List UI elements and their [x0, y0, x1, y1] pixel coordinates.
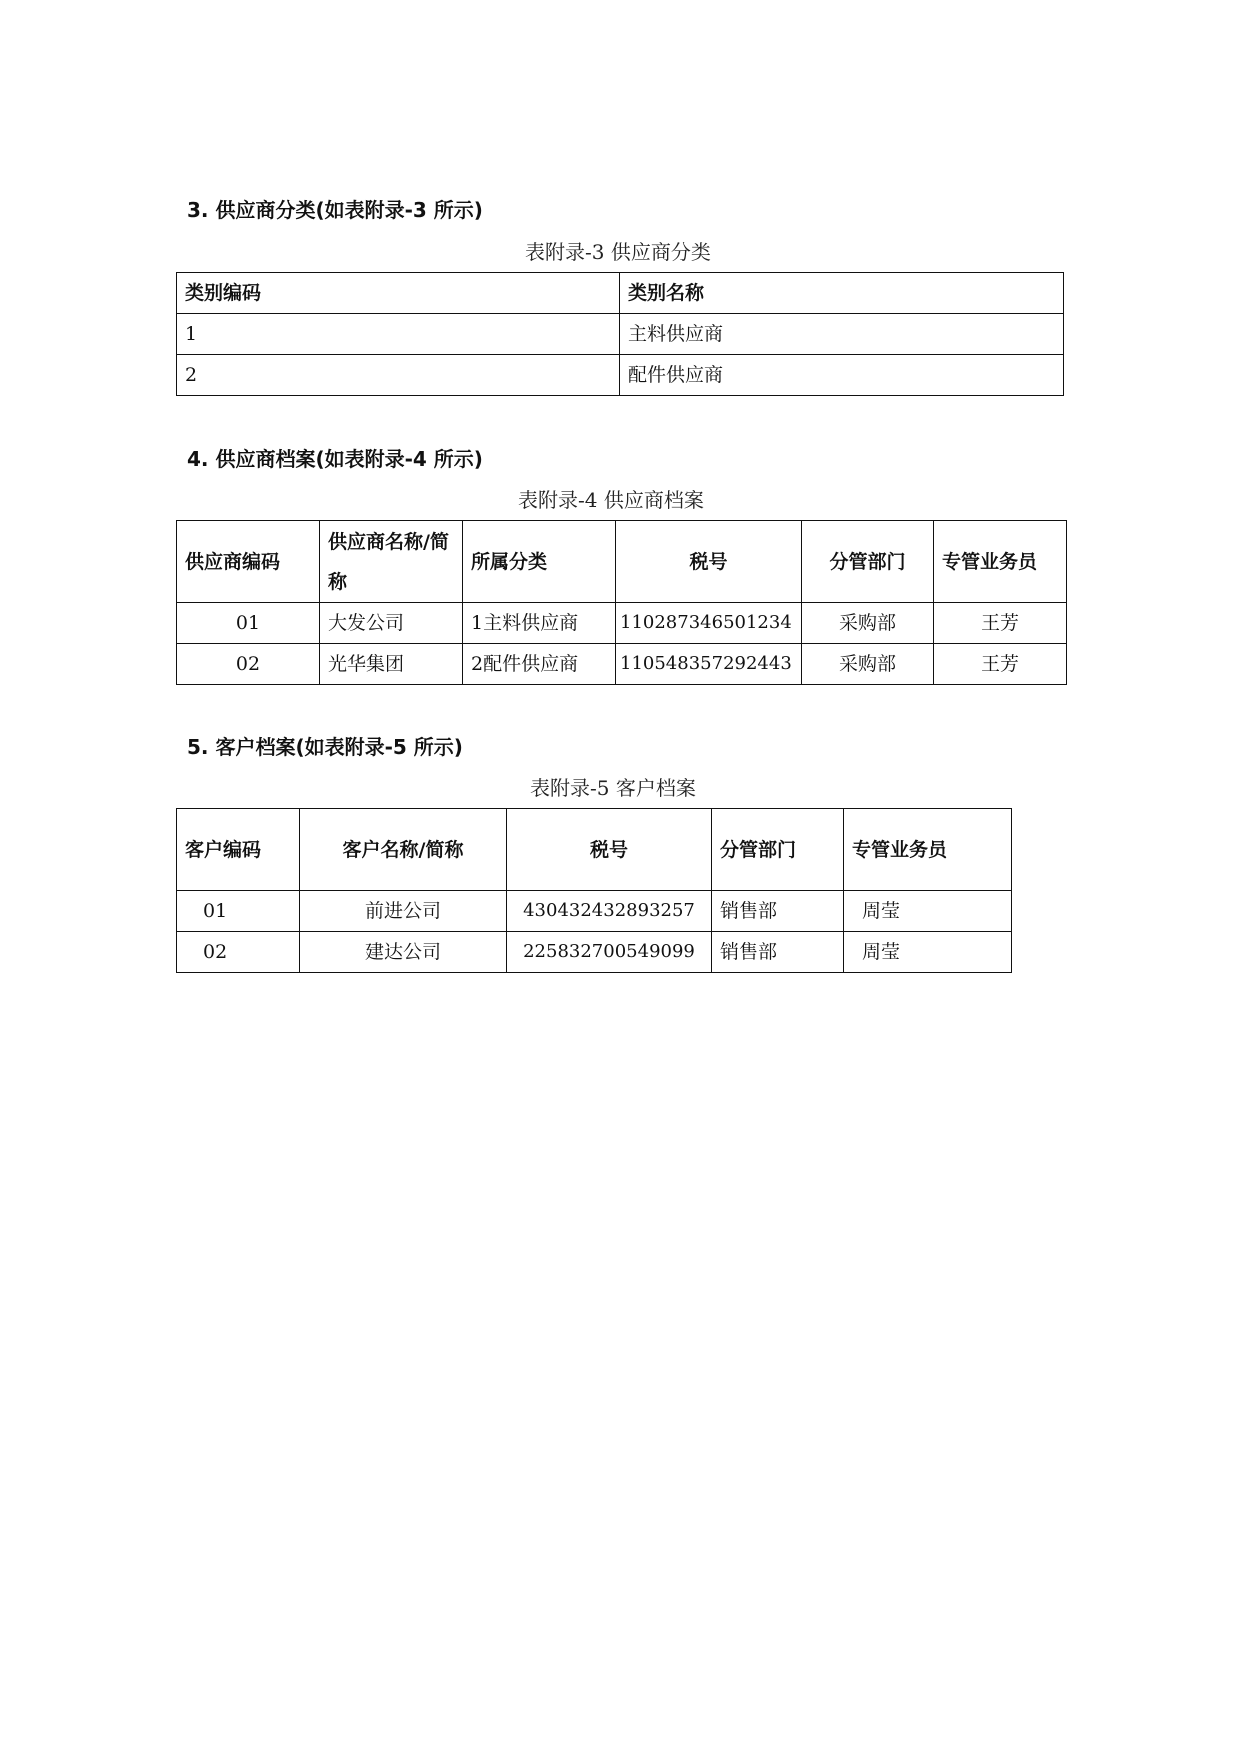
table-cell: 销售部 [712, 891, 844, 932]
table-cell: 2配件供应商 [463, 644, 616, 685]
supplier-category-table [176, 272, 1064, 396]
column-header: 类别名称 [620, 273, 1064, 314]
section-4-heading: 4. 供应商档案(如表附录-4 所示) [187, 447, 483, 471]
supplier-archive-table [176, 520, 1067, 685]
column-header: 客户编码 [177, 809, 300, 891]
table-cell: 2 [177, 355, 620, 396]
column-header: 所属分类 [463, 521, 616, 603]
column-header: 类别编码 [177, 273, 620, 314]
table-4-caption: 表附录-4 供应商档案 [518, 488, 704, 512]
table-cell: 前进公司 [300, 891, 507, 932]
table-cell: 建达公司 [300, 932, 507, 973]
section-3-heading: 3. 供应商分类(如表附录-3 所示) [187, 198, 483, 222]
table-cell: 主料供应商 [620, 314, 1064, 355]
column-header: 客户名称/简称 [300, 809, 507, 891]
table-cell: 光华集团 [320, 644, 463, 685]
column-header: 供应商编码 [177, 521, 320, 603]
table-row [177, 644, 1067, 685]
table-cell: 王芳 [934, 603, 1067, 644]
column-header: 专管业务员 [934, 521, 1067, 603]
table-header-row [177, 809, 1012, 891]
customer-archive-table [176, 808, 1012, 973]
table-row [177, 891, 1012, 932]
table-cell: 王芳 [934, 644, 1067, 685]
table-cell: 配件供应商 [620, 355, 1064, 396]
table-cell: 销售部 [712, 932, 844, 973]
table-row [177, 932, 1012, 973]
table-cell: 1主料供应商 [463, 603, 616, 644]
table-cell: 采购部 [802, 603, 934, 644]
table-row [177, 314, 1064, 355]
table-cell: 01 [177, 891, 300, 932]
table-row [177, 603, 1067, 644]
table-cell: 周莹 [844, 891, 1012, 932]
table-cell: 大发公司 [320, 603, 463, 644]
table-header-row [177, 521, 1067, 603]
table-cell: 周莹 [844, 932, 1012, 973]
column-header: 税号 [507, 809, 712, 891]
column-header: 税号 [616, 521, 802, 603]
table-cell: 采购部 [802, 644, 934, 685]
column-header: 供应商名称/简称 [320, 521, 463, 603]
column-header: 分管部门 [712, 809, 844, 891]
table-cell: 02 [177, 644, 320, 685]
table-cell: 1 [177, 314, 620, 355]
table-cell: 225832700549099 [507, 932, 712, 973]
table-3-caption: 表附录-3 供应商分类 [525, 240, 711, 264]
table-cell: 01 [177, 603, 320, 644]
column-header: 专管业务员 [844, 809, 1012, 891]
table-5-caption: 表附录-5 客户档案 [530, 776, 696, 800]
table-header-row [177, 273, 1064, 314]
section-5-heading: 5. 客户档案(如表附录-5 所示) [187, 735, 463, 759]
table-cell: 02 [177, 932, 300, 973]
table-row [177, 355, 1064, 396]
table-cell: 110287346501234 [616, 603, 802, 644]
table-cell: 110548357292443 [616, 644, 802, 685]
table-cell: 430432432893257 [507, 891, 712, 932]
column-header: 分管部门 [802, 521, 934, 603]
